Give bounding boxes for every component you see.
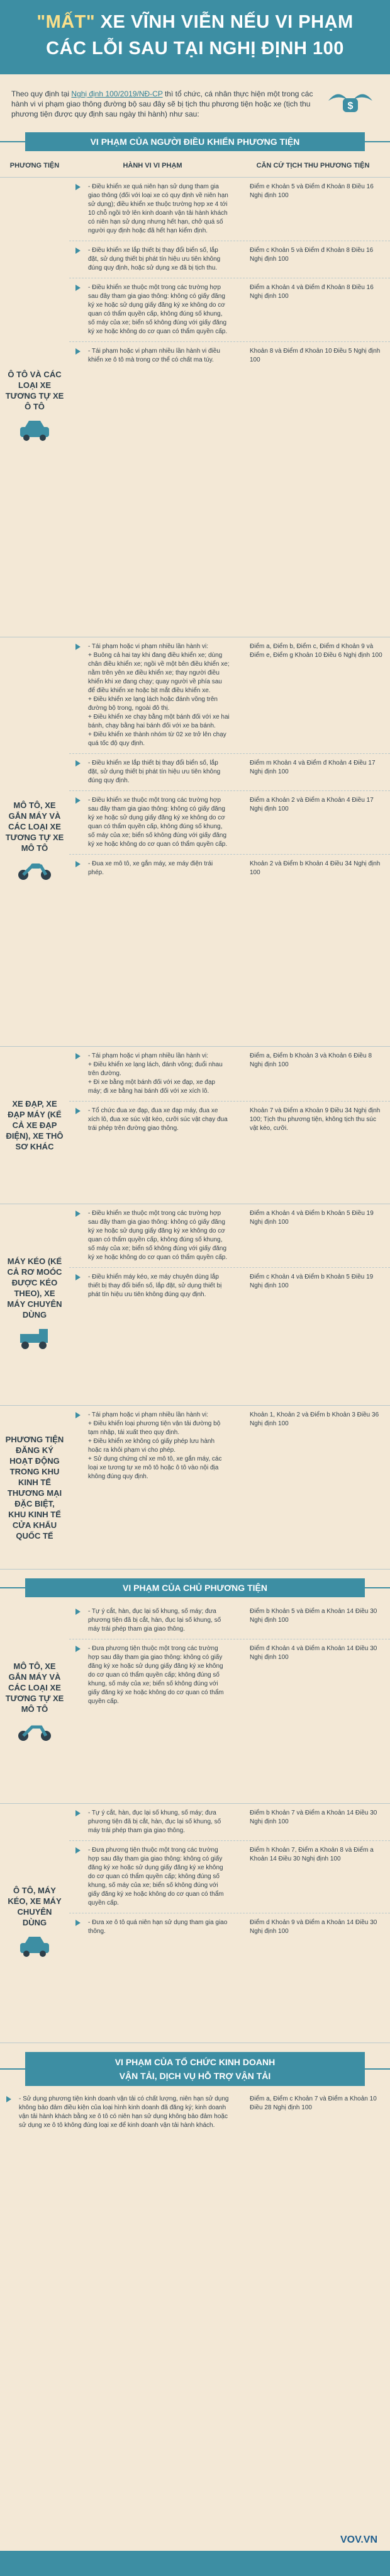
legal-basis-text: Điểm e Khoản 5 và Điểm đ Khoản 8 Điều 16 Nghị định 100 [250, 183, 374, 199]
vehicle-label: PHƯƠNG TIỆN ĐĂNG KÝ HOẠT ĐỘNG TRONG KHU KINH TẾ THƯƠNG MẠI ĐẶC BIỆT, KHU KINH TẾ CỬA KHẨU QUỐC TẾ [5, 1434, 64, 1541]
section-business-title [25, 2052, 365, 2086]
legal-basis-text: Điểm m Khoản 4 và Điểm đ Khoản 4 Điều 17 Nghị định 100 [250, 760, 376, 775]
legal-basis-text: Điểm c Khoản 4 và Điểm b Khoản 5 Điều 19 Nghị định 100 [250, 1274, 374, 1289]
title-rest: XE VĨNH VIỄN NẾU VI PHẠM [95, 12, 354, 32]
violation-row [0, 2090, 390, 2135]
group-owner-car-rows [69, 1804, 390, 2043]
legal-basis-text: Điểm a Khoản 4 và Điểm b Khoản 5 Điều 19 Nghị định 100 [250, 1210, 374, 1226]
arrow-icon [75, 248, 81, 254]
arrow-icon [75, 1108, 81, 1114]
footer-bar [0, 2551, 390, 2576]
vehicle-label: Ô TÔ VÀ CÁC LOẠI XE TƯƠNG TỰ XE Ô TÔ [5, 370, 64, 411]
group-owner-car [0, 1804, 390, 2043]
section-driver-banner [0, 132, 390, 151]
group-special-zone [0, 1406, 390, 1570]
violation-row [69, 1841, 390, 1913]
violation-text: - Điều khiển xe thuộc một trong các trường hợp sau đây tham gia giao thông: không có giấy đăng ký xe hoặc sử dụng giấy đăng ký xe không do cơ quan có thẩm quyền cấp, không đúng số khung, số máy của xe; biển số không đúng với giấy đăng ký xe hoặc không do cơ quan có thẩm quyền cấp. [69, 791, 236, 854]
violation-text: - Sử dụng phương tiện kinh doanh vận tải có chất lượng, niên hạn sử dụng không bảo đảm điều kiện của loại hình kinh doanh đã đăng ký; kinh doanh vận tải hành khách bằng xe ô tô có niên hạn sử dụng không bảo đảm hoặc sử dụng xe ô tô không đúng loại xe để kinh doanh vận tải hành khách. [0, 2090, 236, 2135]
section-business-banner [0, 2052, 390, 2086]
legal-basis-text: Điểm b Khoản 7 và Điểm a Khoản 14 Điều 30 Nghị định 100 [250, 1809, 377, 1825]
arrow-icon [75, 1847, 81, 1854]
col-basis: CĂN CỨ TỊCH THU PHƯƠNG TIỆN [256, 161, 370, 169]
violation-text: - Điều khiển xe lắp thiết bị thay đổi biển số, lắp đặt, sử dụng thiết bị phát tín hiệu ưu tiên không đúng quy định, hoặc sử dụng xe đã bị tịch thu. [69, 241, 236, 278]
intro-after: thì tổ chức, cá nhân thực hiện một trong các hành vi vi phạm giao thông đường bộ sau đây sẽ bị tịch thu phương tiện hoặc xe (tịch thu phương tiện được quy định sau ngày thi hành) như sau: [11, 89, 313, 118]
legal-basis-text: Điểm d Khoản 9 và Điểm a Khoản 14 Điều 30 Nghị định 100 [250, 1919, 377, 1935]
violation-row [69, 1804, 390, 1841]
violation-row [69, 1102, 390, 1138]
intro-text [11, 89, 316, 119]
legal-basis-text: Điểm đ Khoản 4 và Điểm a Khoản 14 Điều 30 Nghị định 100 [250, 1645, 377, 1661]
violation-row [69, 1204, 390, 1268]
arrow-icon [75, 797, 81, 804]
group-owner-car-label [0, 1804, 69, 2043]
group-bicycle-label [0, 1047, 69, 1204]
intro-section [0, 74, 390, 132]
group-business-rows [0, 2090, 390, 2135]
group-motorbike-rows [69, 637, 390, 1046]
title-highlight: "MẤT" [36, 12, 96, 32]
arrow-icon [75, 760, 81, 767]
violation-text: - Tái phạm hoặc vi phạm nhiều lần hành vi: + Điều khiển loại phương tiện vận tải đường bộ tạm nhập, tái xuất theo quy định. + Điều khiển xe không có giấy phép lưu hành hoặc ra khỏi phạm vi cho phép. + Sử dụng chứng chỉ xe mô tô, xe gắn máy, các loại xe tương tự xe mô tô hoặc ô tô vào nội địa không đúng quy định. [69, 1406, 236, 1486]
arrow-icon [75, 184, 81, 190]
svg-text:$: $ [347, 101, 354, 111]
group-business [0, 2090, 390, 2135]
group-special-zone-label [0, 1406, 69, 1569]
violation-row [69, 241, 390, 278]
group-tractor-label [0, 1204, 69, 1405]
group-bicycle [0, 1047, 390, 1204]
violation-text: - Đưa phương tiện thuộc một trong các trường hợp sau đây tham gia giao thông: không có giấy đăng ký xe hoặc sử dụng giấy đăng ký xe không do cơ quan có thẩm quyền cấp; không đúng số khung, số máy của xe; biển số không đúng với giấy đăng ký xe hoặc không do cơ quan có thẩm quyền cấp. [69, 1639, 236, 1711]
violation-text: - Đưa phương tiện thuộc một trong các trường hợp sau đây tham gia giao thông: không có giấy đăng ký xe hoặc sử dụng giấy đăng ký xe không do cơ quan có thẩm quyền cấp; không đúng số khung, số máy của xe; biển số không đúng với giấy đăng ký xe hoặc không do cơ quan có thẩm quyền cấp. [69, 1841, 236, 1913]
violation-row [69, 1406, 390, 1486]
vehicle-label: MÔ TÔ, XE GẮN MÁY VÀ CÁC LOẠI XE TƯƠNG TỰ XE MÔ TÔ [5, 800, 64, 853]
group-owner-motorbike-label [0, 1602, 69, 1803]
violation-row [69, 1602, 390, 1639]
violation-text: - Tái phạm hoặc vi phạm nhiều lần hành vi: + Điều khiển xe lạng lách, đánh võng; đuổi nhau trên đường. + Đi xe bằng một bánh đối với xe đạp, xe đạp máy; đi xe bằng hai bánh đối với xe xích lô. [69, 1047, 236, 1101]
legal-basis-text: Khoản 7 và Điểm a Khoản 9 Điều 34 Nghị định 100; Tịch thu phương tiện, không tịch thu súc vật kéo, cưỡi. [250, 1107, 381, 1132]
violation-text: - Đưa xe ô tô quá niên hạn sử dụng tham gia giao thông. [69, 1913, 236, 1941]
legal-basis-text: Điểm a Khoản 2 và Điểm a Khoản 4 Điều 17 Nghị định 100 [250, 797, 374, 812]
group-car [0, 178, 390, 637]
legal-basis-text: Điểm a, Điểm b, Điểm c, Điểm d Khoản 9 và Điểm e, Điểm g Khoản 10 Điều 6 Nghị định 100 [250, 643, 382, 659]
violation-row [69, 791, 390, 855]
violation-row [69, 637, 390, 754]
flying-money-icon [322, 82, 379, 126]
vehicle-label: MÁY KÉO (KỂ CẢ RƠ MOÓC ĐƯỢC KÉO THEO), XE MÁY CHUYÊN DÙNG [7, 1257, 62, 1319]
violation-row [69, 1913, 390, 1941]
motorbike-icon [16, 858, 53, 884]
violation-row [69, 855, 390, 882]
violation-text: - Tự ý cắt, hàn, đục lại số khung, số máy; đưa phương tiện đã bị cắt, hàn, đục lại số khung, số máy trái phép tham gia giao thông. [69, 1602, 236, 1639]
col-vehicle: PHƯƠNG TIỆN [9, 161, 60, 169]
section-business-line2: VẬN TẢI, DỊCH VỤ HỖ TRỢ VẬN TẢI [119, 2071, 271, 2081]
section-business-line1: VI PHẠM CỦA TỔ CHỨC KINH DOANH [114, 2057, 276, 2067]
arrow-icon [75, 644, 81, 650]
violation-row [69, 754, 390, 791]
violation-text: - Tái phạm hoặc vi phạm nhiều lần hành vi: + Buông cả hai tay khi đang điều khiển xe; dùng chân điều khiển xe; ngồi về một bên điều khiển xe; nằm trên yên xe điều khiển xe; thay người điều khiển khi xe đang chạy; quay người về phía sau để điều khiển xe hoặc bịt mắt điều khiển xe. + Điều khiển xe lạng lách hoặc đánh võng trên đường bộ trong, ngoài đô thị. + Điều khiển xe chạy bằng một bánh đối với xe hai bánh, chạy bằng hai bánh đối với xe ba bánh. + Điều khiển xe thành nhóm từ 02 xe trở lên chạy quá tốc độ quy định. [69, 637, 236, 753]
legal-basis-text: Điểm a, Điểm c Khoản 7 và Điểm a Khoản 10 Điều 28 Nghị định 100 [250, 2095, 377, 2111]
violation-text: - Tự ý cắt, hàn, đục lại số khung, số máy; đưa phương tiện đã bị cắt, hàn, đục lại số khung, số máy trái phép tham gia giao thông. [69, 1804, 236, 1840]
group-special-zone-rows [69, 1406, 390, 1569]
violation-text: - Đua xe mô tô, xe gắn máy, xe máy điện trái phép. [69, 855, 236, 882]
legal-basis-text: Khoản 8 và Điểm đ Khoản 10 Điều 5 Nghị định 100 [250, 348, 381, 363]
legal-basis-text: Khoản 2 và Điểm b Khoản 4 Điều 34 Nghị định 100 [250, 860, 381, 876]
col-violation: HÀNH VI VI PHẠM [123, 161, 182, 169]
arrow-icon [6, 2096, 11, 2102]
arrow-icon [75, 1609, 81, 1615]
violation-text: - Tổ chức đua xe đạp, đua xe đạp máy, đua xe xích lô, đua xe súc vật kéo, cưỡi súc vật chạy đua trái phép trên đường giao thông. [69, 1102, 236, 1138]
vehicle-label: XE ĐẠP, XE ĐẠP MÁY (KỂ CẢ XE ĐẠP ĐIỆN), XE THÔ SƠ KHÁC [6, 1099, 64, 1151]
intro-before: Theo quy định tại [11, 89, 72, 98]
violation-text: - Điều khiển xe thuộc một trong các trường hợp sau đây tham gia giao thông: không có giấy đăng ký xe hoặc sử dụng giấy đăng ký xe không do cơ quan có thẩm quyền cấp, không đúng số khung, số máy của xe; biển số không đúng với giấy đăng ký xe hoặc không do cơ quan có thẩm quyền cấp. [69, 1204, 236, 1267]
legal-basis-text: Khoản 1, Khoản 2 và Điểm b Khoản 3 Điều 36 Nghị định 100 [250, 1411, 379, 1427]
column-headers [0, 154, 390, 178]
section-driver-title: VI PHẠM CỦA NGƯỜI ĐIỀU KHIỂN PHƯƠNG TIỆN [25, 132, 365, 151]
group-motorbike-label [0, 637, 69, 1046]
tractor-icon [18, 1325, 52, 1354]
legal-basis-text: Điểm a, Điểm b Khoản 3 và Khoản 6 Điều 8 Nghị định 100 [250, 1052, 372, 1068]
arrow-icon [75, 1412, 81, 1418]
vehicle-label: MÔ TÔ, XE GẮN MÁY VÀ CÁC LOẠI XE TƯƠNG TỰ XE MÔ TÔ [5, 1661, 64, 1714]
group-owner-motorbike [0, 1602, 390, 1804]
group-bicycle-rows [69, 1047, 390, 1204]
motorbike-icon [16, 1719, 53, 1745]
violation-text: - Điều khiển xe quá niên hạn sử dụng tham gia giao thông (đối với loại xe có quy định về niên hạn sử dụng); điều khiển xe thuộc trường hợp xe 4 tới 10 chỗ ngồi trở lên kinh doanh vận tải hành khách có niên hạn sử dụng nhưng hết hạn, chở quá số người quy định hoặc đã hết hạn kiểm định. [69, 178, 236, 241]
legal-basis-text: Điểm c Khoản 5 và Điểm đ Khoản 8 Điều 16 Nghị định 100 [250, 247, 374, 263]
group-car-rows [69, 178, 390, 637]
group-owner-motorbike-rows [69, 1602, 390, 1803]
legal-basis-text: Điểm a Khoản 4 và Điểm đ Khoản 8 Điều 16 Nghị định 100 [250, 284, 374, 300]
legal-basis-text: Điểm h Khoản 7, Điểm a Khoản 8 và Điểm a Khoản 14 Điều 30 Nghị định 100 [250, 1847, 374, 1862]
title-line-2: CÁC LỖI SAU TẠI NGHỊ ĐỊNH 100 [46, 38, 344, 59]
arrow-icon [75, 1920, 81, 1926]
violation-text: - Điều khiển xe thuộc một trong các trường hợp sau đây tham gia giao thông: không có giấy đăng ký xe hoặc sử dụng giấy đăng ký xe không do cơ quan có thẩm quyền cấp, không đúng số khung, số máy của xe; biển số không đúng với giấy đăng ký xe hoặc không do cơ quan có thẩm quyền cấp. [69, 278, 236, 341]
violation-row [69, 278, 390, 342]
arrow-icon [75, 1211, 81, 1217]
group-car-label [0, 178, 69, 637]
legal-basis-text: Điểm b Khoản 5 và Điểm a Khoản 14 Điều 30 Nghị định 100 [250, 1608, 377, 1624]
group-tractor-rows [69, 1204, 390, 1405]
arrow-icon [75, 348, 81, 355]
violation-row [69, 178, 390, 241]
violation-text: - Điều khiển máy kéo, xe máy chuyên dùng lắp thiết bị thay đổi biển số, lắp đặt, sử dụng thiết bị phát tín hiệu ưu tiên không đúng quy định. [69, 1268, 236, 1304]
section-owner-banner [0, 1578, 390, 1597]
arrow-icon [75, 1274, 81, 1280]
arrow-icon [75, 1053, 81, 1059]
violation-row [69, 342, 390, 370]
violation-row [69, 1639, 390, 1711]
title-line-1 [0, 9, 390, 35]
violation-row [69, 1268, 390, 1304]
arrow-icon [75, 861, 81, 867]
arrow-icon [75, 1646, 81, 1652]
car-icon [18, 1933, 52, 1961]
violation-text: - Tái phạm hoặc vi phạm nhiều lần hành vi điều khiển xe ô tô mà trong cơ thể có chất ma túy. [69, 342, 236, 370]
vov-logo: VOV.VN [340, 2534, 377, 2545]
header-banner [0, 0, 390, 74]
decree-link[interactable]: Nghị định 100/2019/NĐ-CP [71, 89, 163, 98]
group-tractor [0, 1204, 390, 1406]
vehicle-label: Ô TÔ, MÁY KÉO, XE MÁY CHUYÊN DÙNG [8, 1886, 62, 1927]
violation-text: - Điều khiển xe lắp thiết bị thay đổi biển số, lắp đặt, sử dụng thiết bị phát tín hiệu ưu tiên không đúng quy định. [69, 754, 236, 790]
section-owner-title: VI PHẠM CỦA CHỦ PHƯƠNG TIỆN [25, 1578, 365, 1597]
arrow-icon [75, 1810, 81, 1816]
violation-row [69, 1047, 390, 1102]
group-motorbike [0, 637, 390, 1047]
arrow-icon [75, 285, 81, 291]
car-icon [18, 417, 52, 445]
